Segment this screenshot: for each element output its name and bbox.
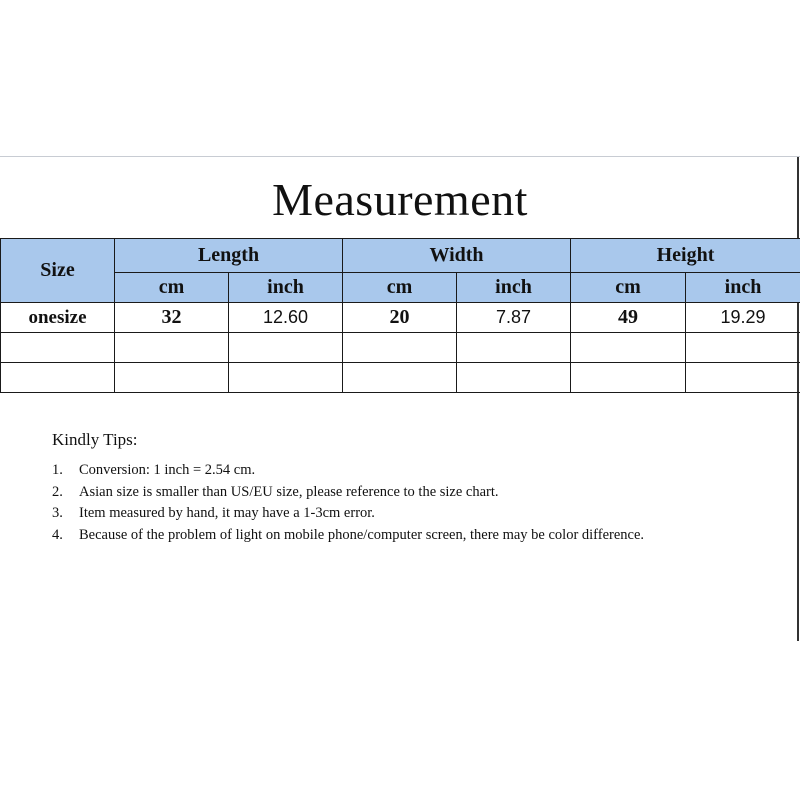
size-cell	[1, 363, 115, 393]
tip-number: 2.	[52, 483, 63, 500]
width-inch-cell	[457, 333, 571, 363]
page-title: Measurement	[272, 174, 528, 225]
size-cell: onesize	[1, 303, 115, 333]
table-row	[1, 303, 800, 333]
width-inch-cell: 7.87	[457, 303, 571, 333]
tip-number: 4.	[52, 526, 63, 543]
height-cm-cell	[571, 363, 686, 393]
length-cm-cell	[115, 333, 229, 363]
height-inch-cell	[686, 333, 800, 363]
unit-header: inch	[457, 273, 571, 303]
width-cm-cell	[343, 333, 457, 363]
length-cm-cell: 32	[115, 303, 229, 333]
tip-number: 1.	[52, 462, 63, 478]
height-inch-cell	[686, 363, 800, 393]
length-cm-cell	[115, 363, 229, 393]
size-header: Size	[1, 239, 115, 303]
tip-text: Conversion: 1 inch = 2.54 cm.	[79, 462, 256, 478]
table-row	[1, 363, 800, 393]
unit-header: cm	[571, 273, 686, 303]
list-item	[52, 482, 752, 504]
unit-header: inch	[229, 273, 343, 303]
top-divider	[0, 156, 800, 157]
unit-header: inch	[686, 273, 800, 303]
table-unit-row	[1, 273, 800, 303]
list-item	[52, 503, 752, 525]
tip-text: Asian size is smaller than US/EU size, please reference to the size chart.	[79, 483, 499, 500]
list-item	[52, 460, 752, 482]
list-item	[52, 525, 752, 547]
unit-header: cm	[343, 273, 457, 303]
size-cell	[1, 333, 115, 363]
length-inch-cell	[229, 333, 343, 363]
height-header: Height	[571, 239, 800, 273]
table-header-row	[1, 239, 800, 273]
kindly-tips	[52, 428, 752, 546]
width-header: Width	[343, 239, 571, 273]
length-header: Length	[115, 239, 343, 273]
tip-text: Because of the problem of light on mobile phone/computer screen, there may be color difference.	[79, 526, 645, 543]
tips-list	[52, 460, 752, 546]
length-inch-cell: 12.60	[229, 303, 343, 333]
width-cm-cell	[343, 363, 457, 393]
unit-header: cm	[115, 273, 229, 303]
height-inch-cell: 19.29	[686, 303, 800, 333]
tips-title: Kindly Tips:	[52, 430, 138, 449]
width-cm-cell: 20	[343, 303, 457, 333]
height-cm-cell: 49	[571, 303, 686, 333]
table-row	[1, 333, 800, 363]
size-table	[0, 238, 800, 393]
tip-number: 3.	[52, 505, 63, 521]
height-cm-cell	[571, 333, 686, 363]
width-inch-cell	[457, 363, 571, 393]
tip-text: Item measured by hand, it may have a 1-3cm error.	[79, 505, 375, 521]
length-inch-cell	[229, 363, 343, 393]
